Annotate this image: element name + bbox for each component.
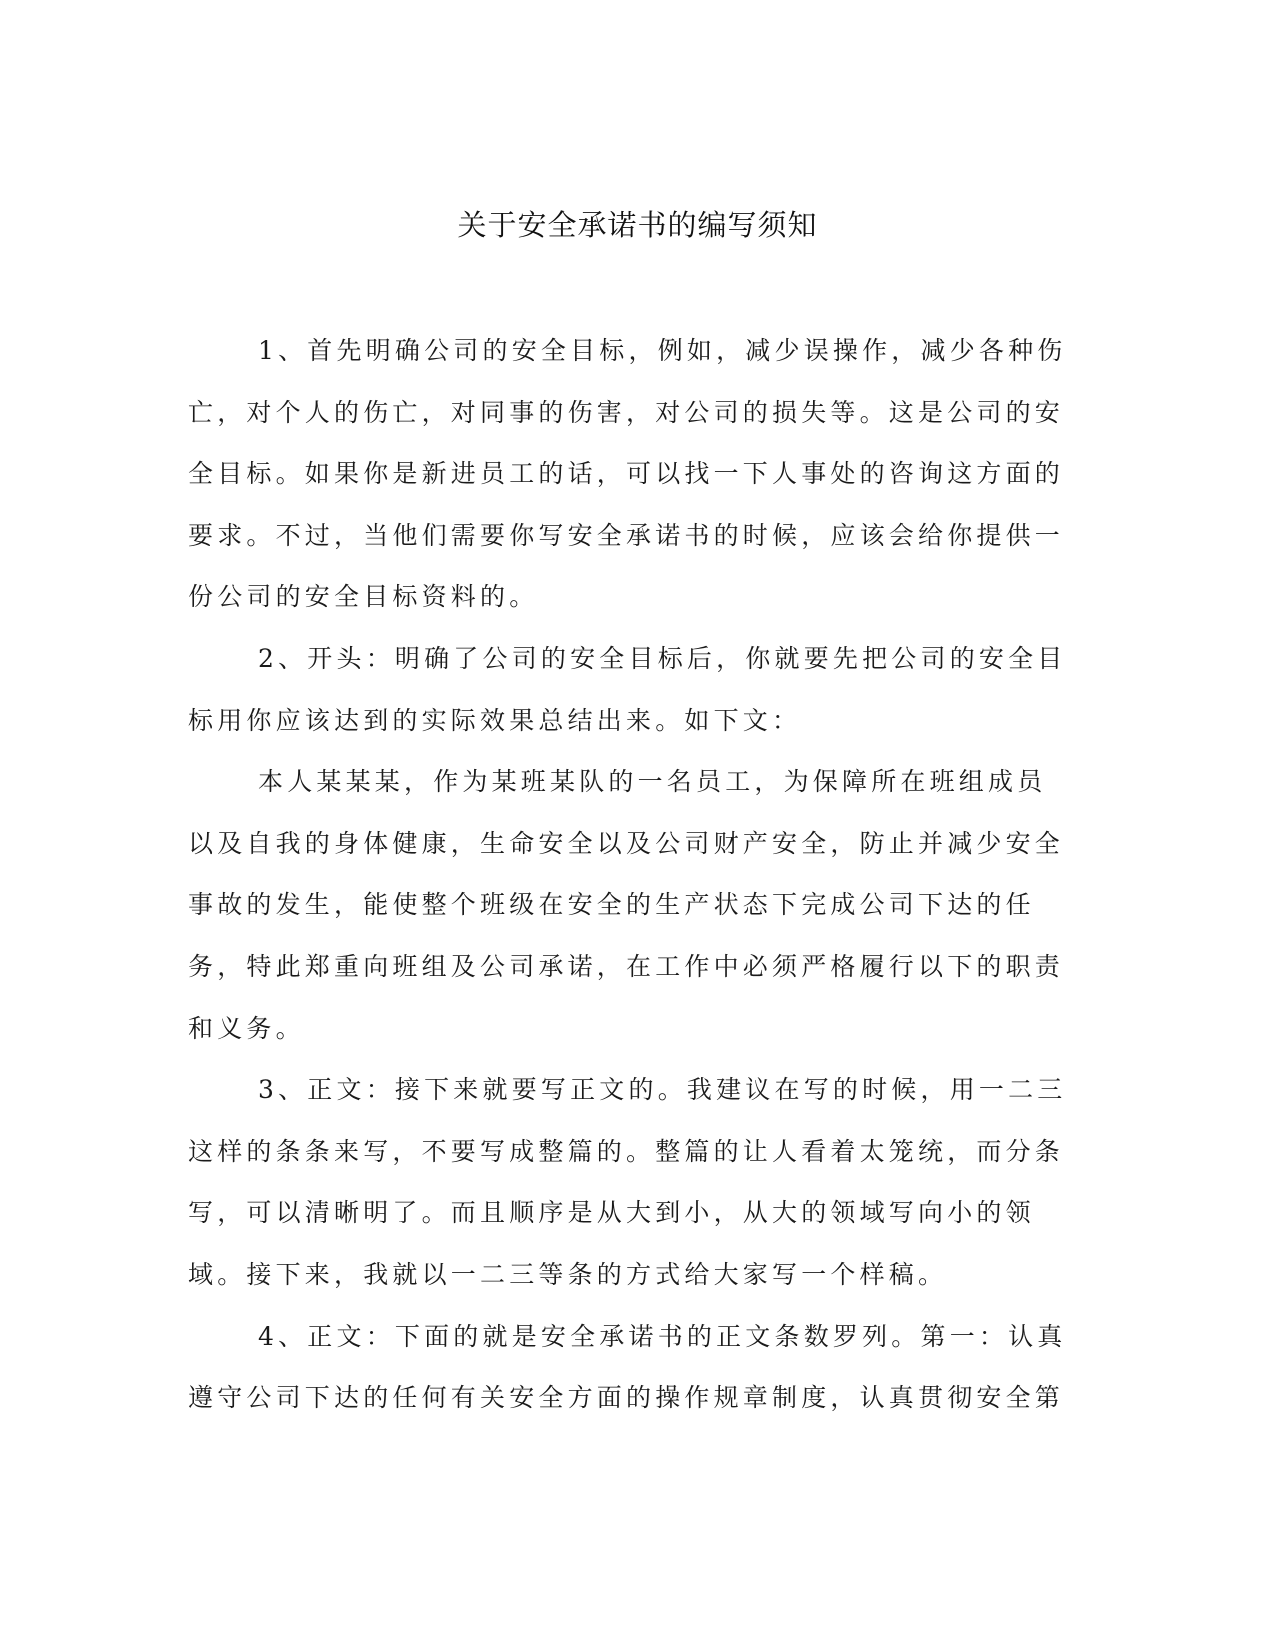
document-body [188,320,1068,1429]
paragraph-3: 本人某某某，作为某班某队的一名员工，为保障所在班组成员以及自我的身体健康，生命安全以及公司财产安全，防止并减少安全事故的发生，能使整个班级在安全的生产状态下完成公司下达的任务，特此郑重向班组及公司承诺，在工作中必须严格履行以下的职责和义务。 [188,767,1065,1043]
paragraph-4: 3、正文：接下来就要写正文的。我建议在写的时候，用一二三这样的条条来写，不要写成整篇的。整篇的让人看着太笼统，而分条写，可以清晰明了。而且顺序是从大到小，从大的领域写向小的领域。接下来，我就以一二三等条的方式给大家写一个样稿。 [188,1075,1067,1289]
document-title: 关于安全承诺书的编写须知 [457,208,818,242]
paragraph-2: 2、开头：明确了公司的安全目标后，你就要先把公司的安全目标用你应该达到的实际效果总结出来。如下文： [188,643,1067,735]
paragraph-5: 4、正文：下面的就是安全承诺书的正文条数罗列。第一：认真遵守公司下达的任何有关安全方面的操作规章制度，认真贯彻安全第 [188,1321,1067,1413]
paragraph-1: 1、首先明确公司的安全目标，例如，减少误操作，减少各种伤亡，对个人的伤亡，对同事的伤害，对公司的损失等。这是公司的安全目标。如果你是新进员工的话，可以找一下人事处的咨询这方面的要求。不过，当他们需要你写安全承诺书的时候，应该会给你提供一份公司的安全目标资料的。 [188,336,1067,612]
